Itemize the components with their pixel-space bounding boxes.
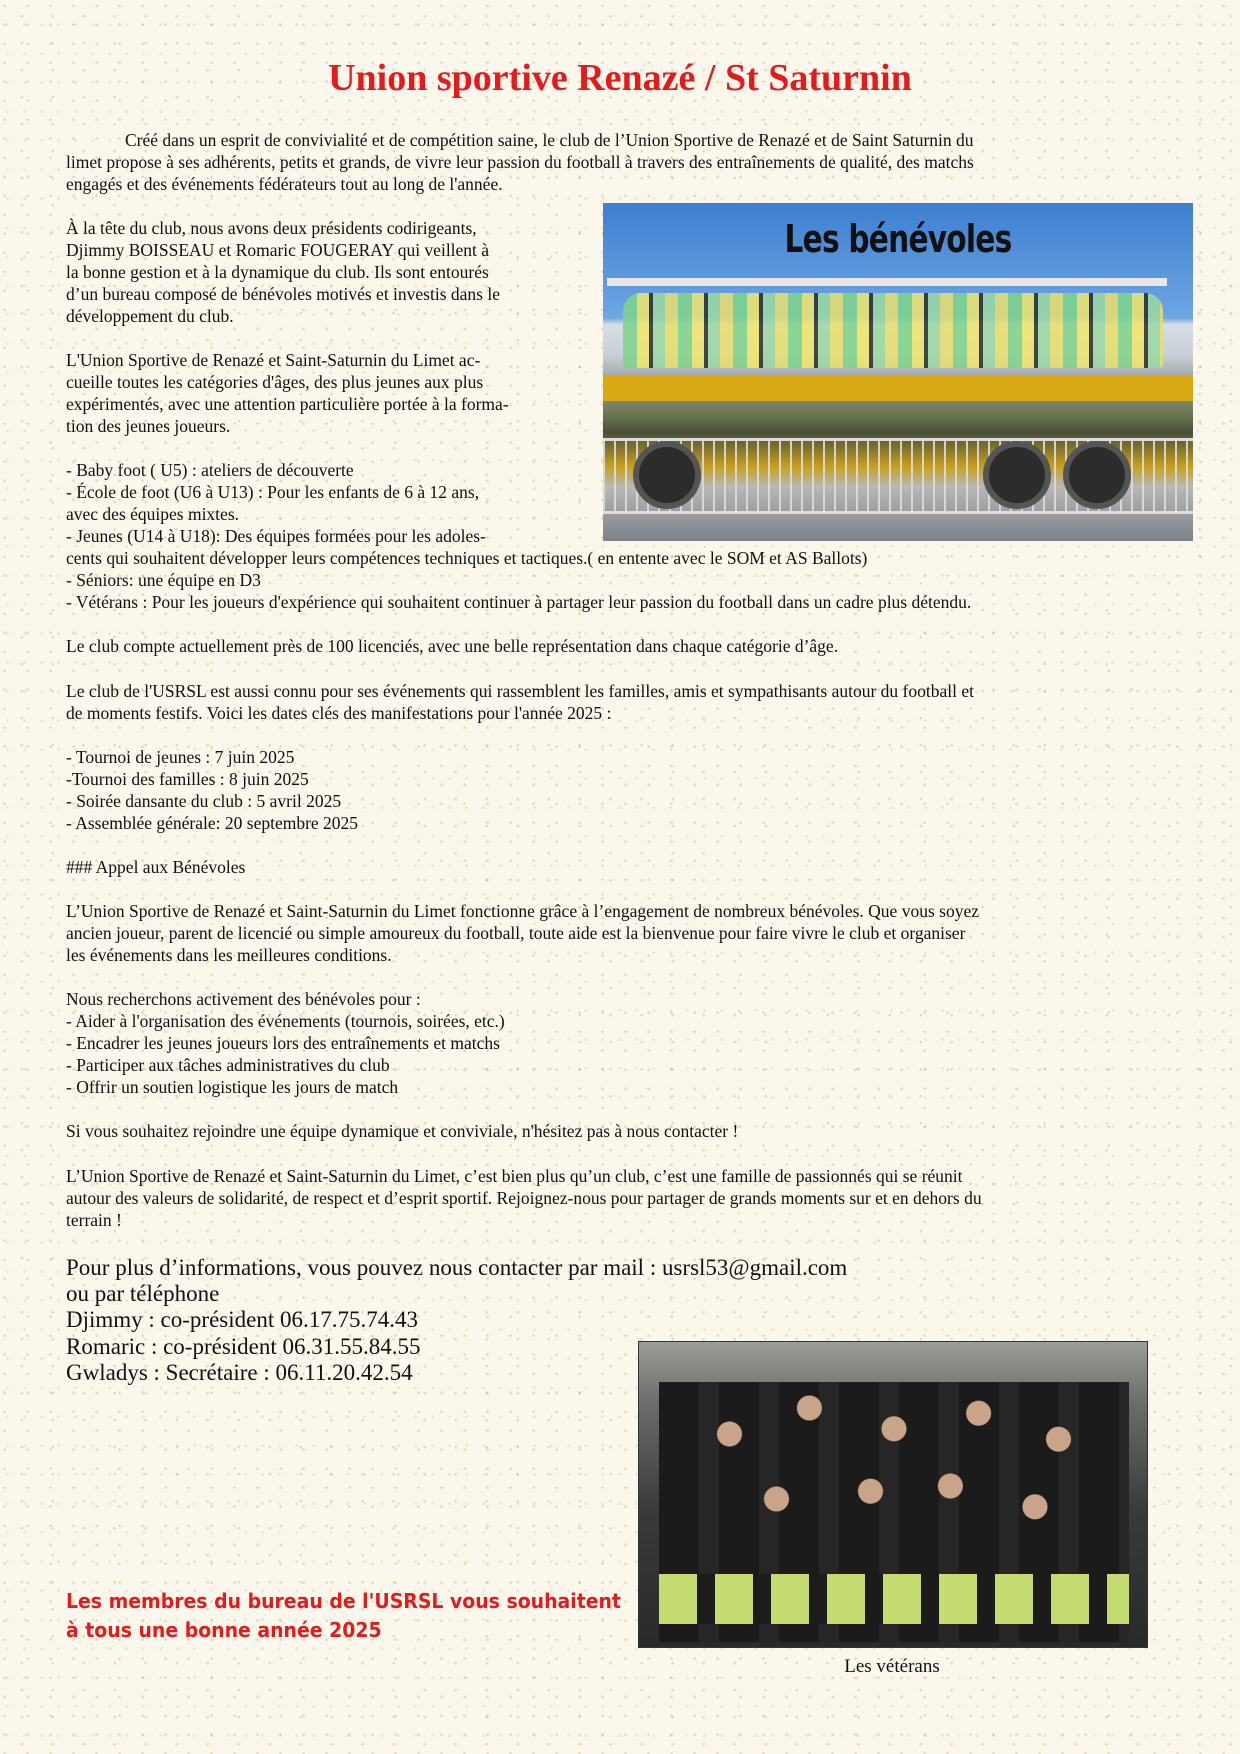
intro-line-1: Créé dans un esprit de convivialité et de compétition saine, le club de l’Union Sportive de Renazé et de Saint Saturnin du — [125, 130, 974, 150]
presidents-line: À la tête du club, nous avons deux présidents codirigeants, — [66, 218, 477, 238]
veterans-photo — [638, 1341, 1148, 1648]
trailer-deck — [603, 375, 1193, 401]
intro-line-3: engagés et des événements fédérateurs tout au long de l'année. — [66, 174, 503, 194]
contact-line: Djimmy : co-président 06.17.75.74.43 — [66, 1307, 418, 1332]
volunteers-photo — [603, 203, 1193, 541]
contact-line: ou par téléphone — [66, 1281, 220, 1306]
volunteer-item: - Encadrer les jeunes joueurs lors des entraînements et matchs — [66, 1033, 500, 1053]
category-item: avec des équipes mixtes. — [66, 504, 240, 524]
category-item: - Vétérans : Pour les joueurs d'expérience qui souhaitent continuer à partager leur passion du football dans un cadre plus détendu. — [66, 592, 972, 612]
categories-intro-line: tion des jeunes joueurs. — [66, 416, 231, 436]
new-year-greeting — [66, 1587, 621, 1645]
trailer-wheel — [983, 441, 1051, 509]
trailer-wheel — [1063, 441, 1131, 509]
category-item: - Séniors: une équipe en D3 — [66, 570, 261, 590]
presidents-line: développement du club. — [66, 306, 234, 326]
event-item: -Tournoi des familles : 8 juin 2025 — [66, 769, 309, 789]
category-item: cents qui souhaitent développer leurs compétences techniques et tactiques.( en entente avec le SOM et AS Ballots) — [66, 548, 868, 568]
categories-intro-line: cueille toutes les catégories d'âges, des plus jeunes aux plus — [66, 372, 484, 392]
volunteer-item: - Participer aux tâches administratives du club — [66, 1055, 390, 1075]
volunteers-crowd — [623, 293, 1163, 368]
trailer-wheel — [633, 441, 701, 509]
appeal-line: L’Union Sportive de Renazé et Saint-Saturnin du Limet fonctionne grâce à l’engagement de nombreux bénévoles. Que vous soyez — [66, 901, 979, 921]
greeting-line: Les membres du bureau de l'USRSL vous souhaitent — [66, 1589, 621, 1613]
appeal-line: ancien joueur, parent de licencié ou simple amoureux du football, toute aide est la bienvenue pour faire vivre le club et organiser — [66, 923, 966, 943]
volunteer-item: Nous recherchons activement des bénévoles pour : — [66, 989, 421, 1009]
volunteers-photo-label: Les bénévoles — [784, 217, 1012, 261]
truck-roof — [607, 278, 1167, 286]
closing-line: autour des valeurs de solidarité, de respect et d’esprit sportif. Rejoignez-nous pour partager de grands moments sur et en dehors du — [66, 1188, 982, 1208]
contact-line: Romaric : co-président 06.31.55.84.55 — [66, 1334, 421, 1359]
greeting-line: à tous une bonne année 2025 — [66, 1618, 382, 1642]
closing-line: terrain ! — [66, 1210, 122, 1230]
join-text: Si vous souhaitez rejoindre une équipe dynamique et conviviale, n'hésitez pas à nous contacter ! — [66, 1121, 739, 1141]
events-intro-line: Le club de l'USRSL est aussi connu pour ses événements qui rassemblent les familles, amis et sympathisants autour du football et — [66, 681, 974, 701]
presidents-line: la bonne gestion et à la dynamique du club. Ils sont entourés — [66, 262, 489, 282]
contact-line: Pour plus d’informations, vous pouvez nous contacter par mail : usrsl53@gmail.com — [66, 1255, 848, 1280]
veterans-caption: Les vétérans — [844, 1656, 940, 1677]
volunteer-item: - Offrir un soutien logistique les jours de match — [66, 1077, 399, 1097]
category-item: - Baby foot ( U5) : ateliers de découverte — [66, 460, 354, 480]
presidents-line: Djimmy BOISSEAU et Romaric FOUGERAY qui veillent à — [66, 240, 490, 260]
closing-line: L’Union Sportive de Renazé et Saint-Saturnin du Limet, c’est bien plus qu’un club, c’est une famille de passionnés qui se réunit — [66, 1166, 963, 1186]
events-intro-line: de moments festifs. Voici les dates clés des manifestations pour l'année 2025 : — [66, 703, 612, 723]
presidents-line: d’un bureau composé de bénévoles motivés et investis dans le — [66, 284, 500, 304]
category-item: - Jeunes (U14 à U18): Des équipes formées pour les adoles- — [66, 526, 486, 546]
categories-intro-line: L'Union Sportive de Renazé et Saint-Saturnin du Limet ac- — [66, 350, 481, 370]
appeal-line: les événements dans les meilleures conditions. — [66, 945, 392, 965]
volunteer-item: - Aider à l'organisation des événements (tournois, soirées, etc.) — [66, 1011, 505, 1031]
page-title: Union sportive Renazé / St Saturnin — [328, 57, 912, 99]
veterans-shorts — [659, 1574, 1129, 1624]
intro-line-2: limet propose à ses adhérents, petits et grands, de vivre leur passion du football à travers des entraînements de qualité, des matchs — [66, 152, 974, 172]
category-item: - École de foot (U6 à U13) : Pour les enfants de 6 à 12 ans, — [66, 482, 480, 502]
contact-line: Gwladys : Secrétaire : 06.11.20.42.54 — [66, 1360, 413, 1385]
appeal-heading: ### Appel aux Bénévoles — [66, 857, 246, 877]
event-item: - Soirée dansante du club : 5 avril 2025 — [66, 791, 342, 811]
event-item: - Assemblée générale: 20 septembre 2025 — [66, 813, 359, 833]
event-item: - Tournoi de jeunes : 7 juin 2025 — [66, 747, 295, 767]
licencies-text: Le club compte actuellement près de 100 licenciés, avec une belle représentation dans chaque catégorie d’âge. — [66, 636, 839, 656]
categories-intro-line: expérimentés, avec une attention particulière portée à la forma- — [66, 394, 509, 414]
